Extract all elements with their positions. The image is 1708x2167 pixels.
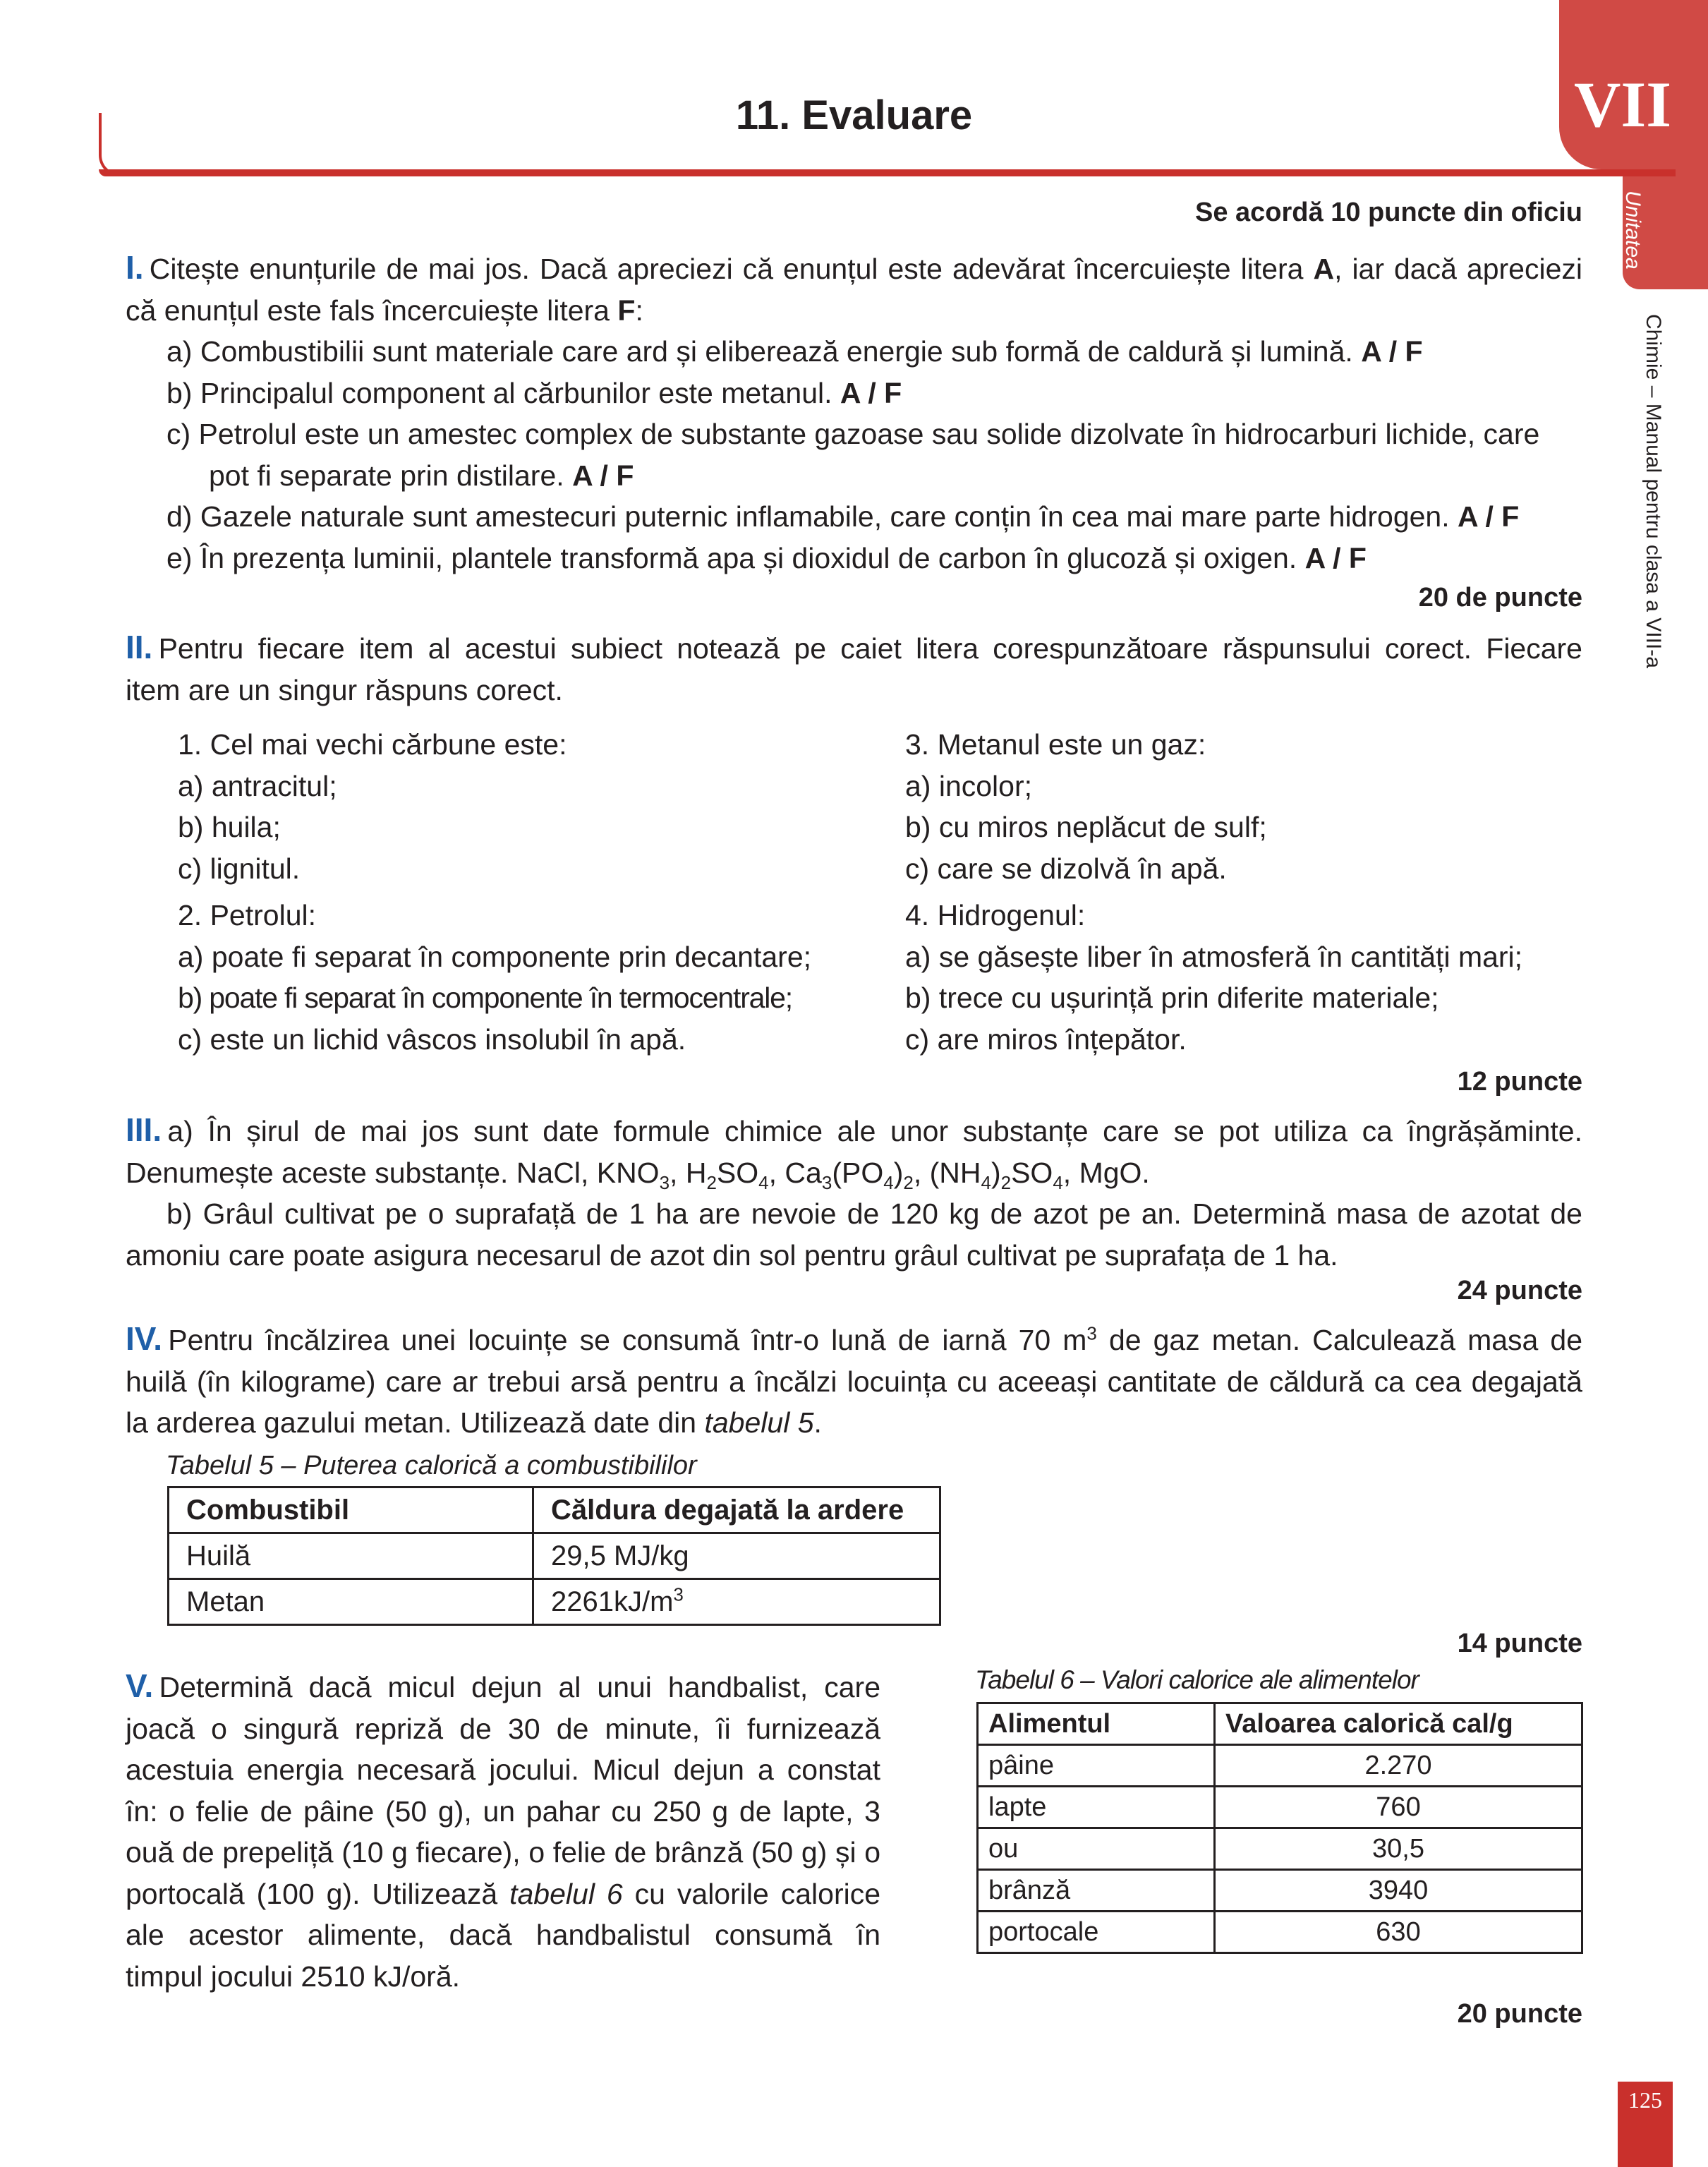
s1-item-c-text: c) Petrolul este un amestec complex de substante gazoase sau solide dizolvate în hidrocarburi lichide, care [166, 418, 1540, 450]
header-rule [99, 169, 1676, 176]
s5-line5: ouă de prepeliță (10 g fiecare), o felie de brânză (50 g) și o [126, 1836, 880, 1869]
s3-a-line2: Denumește aceste substanțe. NaCl, $KNO_3$, $H_2SO_4$, $Ca_3(PO_4)_2$, $(NH_4)_2SO_4$, MgO. [126, 1156, 1150, 1193]
s5-points: 20 puncte [1457, 1999, 1582, 2029]
s4-roman: IV. [126, 1320, 163, 1357]
s1-item-b [126, 373, 1582, 414]
q2-opt-a: a) poate fi separat în componente prin decantare; [178, 940, 812, 973]
q2-stem: 2. Petrolul: [178, 899, 316, 931]
s5-line1-text: Determină dacă micul dejun al unui handbalist, care [159, 1671, 880, 1703]
section-3 [126, 1109, 1582, 1276]
table6-cell: 30,5 [1215, 1828, 1582, 1870]
s1-item-e-text: e) În prezența luminii, plantele transformă apa și dioxidul de carbon în glucoză și oxigen. [166, 541, 1297, 574]
s4-line1-a: Pentru încălzirea unei locuințe se consumă într-o lună de iarnă 70 m [168, 1324, 1087, 1356]
unit-number: VII [1573, 68, 1672, 140]
s1-item-b-text: b) Principalul component al cărbunilor este metanul. [166, 376, 832, 409]
s5-line3: acestuia energia necesară jocului. Micul dejun a constat [126, 1753, 880, 1786]
s5-roman: V. [126, 1667, 154, 1704]
table5-cell-text: 2261kJ/m [551, 1586, 674, 1617]
s5-line6-a: portocală (100 g). Utilizează [126, 1877, 510, 1910]
s1-item-e [126, 538, 1582, 579]
table5-cell: Metan [169, 1579, 533, 1625]
s1-af: A / F [572, 459, 634, 492]
s1-item-c [126, 414, 1582, 455]
s1-intro-b: , iar dacă apreciezi [1334, 253, 1582, 285]
s1-roman: I. [126, 249, 144, 286]
table6-cell: 760 [1215, 1787, 1582, 1828]
s1-item-a [126, 331, 1582, 373]
table6-cell: ou [978, 1828, 1215, 1870]
table6-cell: lapte [978, 1787, 1215, 1828]
s2-q1 [178, 724, 855, 889]
s2-q2 [178, 895, 855, 1060]
unit-word: Unitatea [1621, 191, 1645, 270]
s4-line3-a: la arderea gazului metan. Utilizează date din [126, 1406, 705, 1439]
s1-af: A / F [840, 376, 902, 409]
table5-caption: Tabelul 5 – Puterea calorică a combustibililor [166, 1451, 697, 1480]
table6-header: Alimentul [978, 1703, 1215, 1745]
s1-item-a-text: a) Combustibilii sunt materiale care ard și eliberează energie sub formă de caldură și lumină. [166, 335, 1353, 368]
table-row [978, 1912, 1582, 1953]
s1-points: 20 de puncte [1418, 583, 1582, 612]
s1-af: A / F [1458, 500, 1520, 533]
table5-cell: $2261kJ/m^3$ [533, 1579, 940, 1625]
s5-line6-b: tabelul 6 [509, 1877, 623, 1910]
page-title: 11. Evaluare [735, 92, 973, 138]
q4-opt-b: b) trece cu ușurință prin diferite materiale; [905, 982, 1439, 1014]
s2-line2: item are un singur răspuns corect. [126, 673, 563, 706]
table6-caption: Tabelul 6 – Valori calorice ale alimentelor [975, 1665, 1419, 1694]
table6-cell: 3940 [1215, 1870, 1582, 1912]
s3-a-line1 [126, 1109, 1582, 1152]
s1-item-d [126, 496, 1582, 538]
section-4 [126, 1318, 1582, 1444]
s2-roman: II. [126, 629, 153, 665]
s5-line6-c: cu valorile calorice [622, 1877, 881, 1910]
s1-intro-line1 [126, 247, 1582, 290]
s2-line1 [126, 627, 1582, 670]
q1-opt-c: c) lignitul. [178, 852, 301, 885]
q4-stem: 4. Hidrogenul: [905, 899, 1086, 931]
s3-b-line2: amoniu care poate asigura necesarul de azot din sol pentru grâul cultivat pe suprafața de 1 ha. [126, 1238, 1338, 1272]
q2-opt-c: c) este un lichid vâscos insolubil în apă. [178, 1022, 686, 1056]
table5-header: Căldura degajată la ardere [533, 1487, 940, 1533]
s4-line1-b: de gaz metan. Calculează masa de [1096, 1324, 1582, 1356]
table-row [169, 1579, 940, 1625]
q1-opt-b: b) huila; [178, 811, 281, 843]
s1-item-d-text: d) Gazele naturale sunt amestecuri puternic inflamabile, care conțin în cea mai mare parte hidrogen. [166, 500, 1450, 533]
table-row [978, 1870, 1582, 1912]
s1-letter-f: F [617, 294, 636, 327]
section-2 [126, 627, 1582, 711]
table6-cell: pâine [978, 1745, 1215, 1787]
s4-points: 14 puncte [1457, 1629, 1582, 1658]
table5-header: Combustibil [169, 1487, 533, 1533]
s2-line1-text: Pentru fiecare item al acestui subiect notează pe caiet litera corespunzătoare răspunsului corect. Fiecare [158, 632, 1582, 665]
q1-stem: 1. Cel mai vechi cărbune este: [178, 728, 567, 761]
s1-item-c-cont [126, 455, 1582, 497]
table5-cell: 29,5 MJ/kg [533, 1533, 940, 1579]
s3-roman: III. [126, 1111, 162, 1148]
table6-cell: brânză [978, 1870, 1215, 1912]
s3-b-line1: b) Grâul cultivat pe o suprafață de 1 ha are nevoie de 120 kg de azot pe an. Determină masa de azotat de [166, 1197, 1582, 1230]
s3-points: 24 puncte [1457, 1276, 1582, 1305]
q3-opt-b: b) cu miros neplăcut de sulf; [905, 811, 1267, 843]
table5 [167, 1486, 941, 1626]
s4-line2: huilă (în kilograme) care ar trebui arsă pentru a încălzi locuința cu aceeași cantitate de căldură ca cea degajată [126, 1365, 1582, 1398]
s2-q4 [905, 895, 1582, 1060]
s1-item-c-text2: pot fi separate prin distilare. [209, 459, 564, 492]
table-row [978, 1745, 1582, 1787]
table-row [169, 1533, 940, 1579]
s5-line4: în: o felie de pâine (50 g), un pahar cu 250 g de lapte, 3 [126, 1794, 880, 1828]
q3-opt-c: c) care se dizolvă în apă. [905, 852, 1227, 885]
page-number: 125 [1628, 2087, 1662, 2113]
table6-cell: portocale [978, 1912, 1215, 1953]
table6-header-row [978, 1703, 1582, 1745]
s5-line6 [126, 1873, 880, 1915]
s1-intro-c: că enunțul este fals încercuiește litera [126, 294, 618, 327]
s1-colon: : [635, 294, 643, 327]
table-row [978, 1787, 1582, 1828]
side-running-text: Chimie – Manual pentru clasa a VIII-a [1642, 314, 1665, 668]
s2-points: 12 puncte [1457, 1067, 1582, 1097]
table-row [978, 1828, 1582, 1870]
table6 [976, 1702, 1583, 1954]
q4-opt-a: a) se găsește liber în atmosferă în cantități mari; [905, 940, 1523, 973]
s2-q3 [905, 724, 1582, 889]
s1-af: A / F [1304, 541, 1367, 574]
section-1 [126, 247, 1582, 579]
q3-stem: 3. Metanul este un gaz: [905, 728, 1206, 761]
s1-letter-a: A [1313, 253, 1335, 285]
table5-header-row [169, 1487, 940, 1533]
s1-intro-line2 [126, 290, 1582, 332]
q3-opt-a: a) incolor; [905, 769, 1033, 802]
table6-header: Valoarea calorică cal/g [1215, 1703, 1582, 1745]
s1-af: A / F [1361, 335, 1423, 368]
s1-intro-a: Citește enunțurile de mai jos. Dacă apreciezi că enunțul este adevărat încercuiește litera [149, 253, 1314, 285]
s3-a-line1-text: a) În șirul de mai jos sunt date formule chimice ale unor substanțe care se pot utiliza ca îngrășăminte. [167, 1115, 1582, 1147]
s5-line2: joacă o singură repriză de 30 de minute, îi furnizează [126, 1712, 880, 1745]
q1-opt-a: a) antracitul; [178, 769, 337, 802]
section-5 [126, 1665, 880, 1997]
s4-line3-b: tabelul 5 [704, 1406, 814, 1439]
s4-line3 [126, 1402, 1582, 1444]
s4-line3-c: . [813, 1406, 822, 1439]
q4-opt-c: c) are miros înțepător. [905, 1022, 1187, 1056]
q2-opt-b: b) poate fi separat în componente în termocentrale; [178, 982, 792, 1014]
table6-cell: 2.270 [1215, 1745, 1582, 1787]
table6-cell: 630 [1215, 1912, 1582, 1953]
s5-line8: timpul jocului 2510 kJ/oră. [126, 1960, 461, 1993]
s4-line1: IV. Pentru încălzirea unei locuințe se consumă într-o lună de iarnă 70 $m^3$ de gaz metan. Calculează masa de [126, 1320, 1582, 1357]
oficiu-points: Se acordă 10 puncte din oficiu [1194, 198, 1582, 227]
s3-a-line2-text: Denumește aceste substanțe. NaCl, KNO [126, 1156, 660, 1189]
s5-line1 [126, 1665, 880, 1708]
s5-line7: ale acestor alimente, dacă handbalistul consumă în [126, 1919, 880, 1951]
table5-cell: Huilă [169, 1533, 533, 1579]
